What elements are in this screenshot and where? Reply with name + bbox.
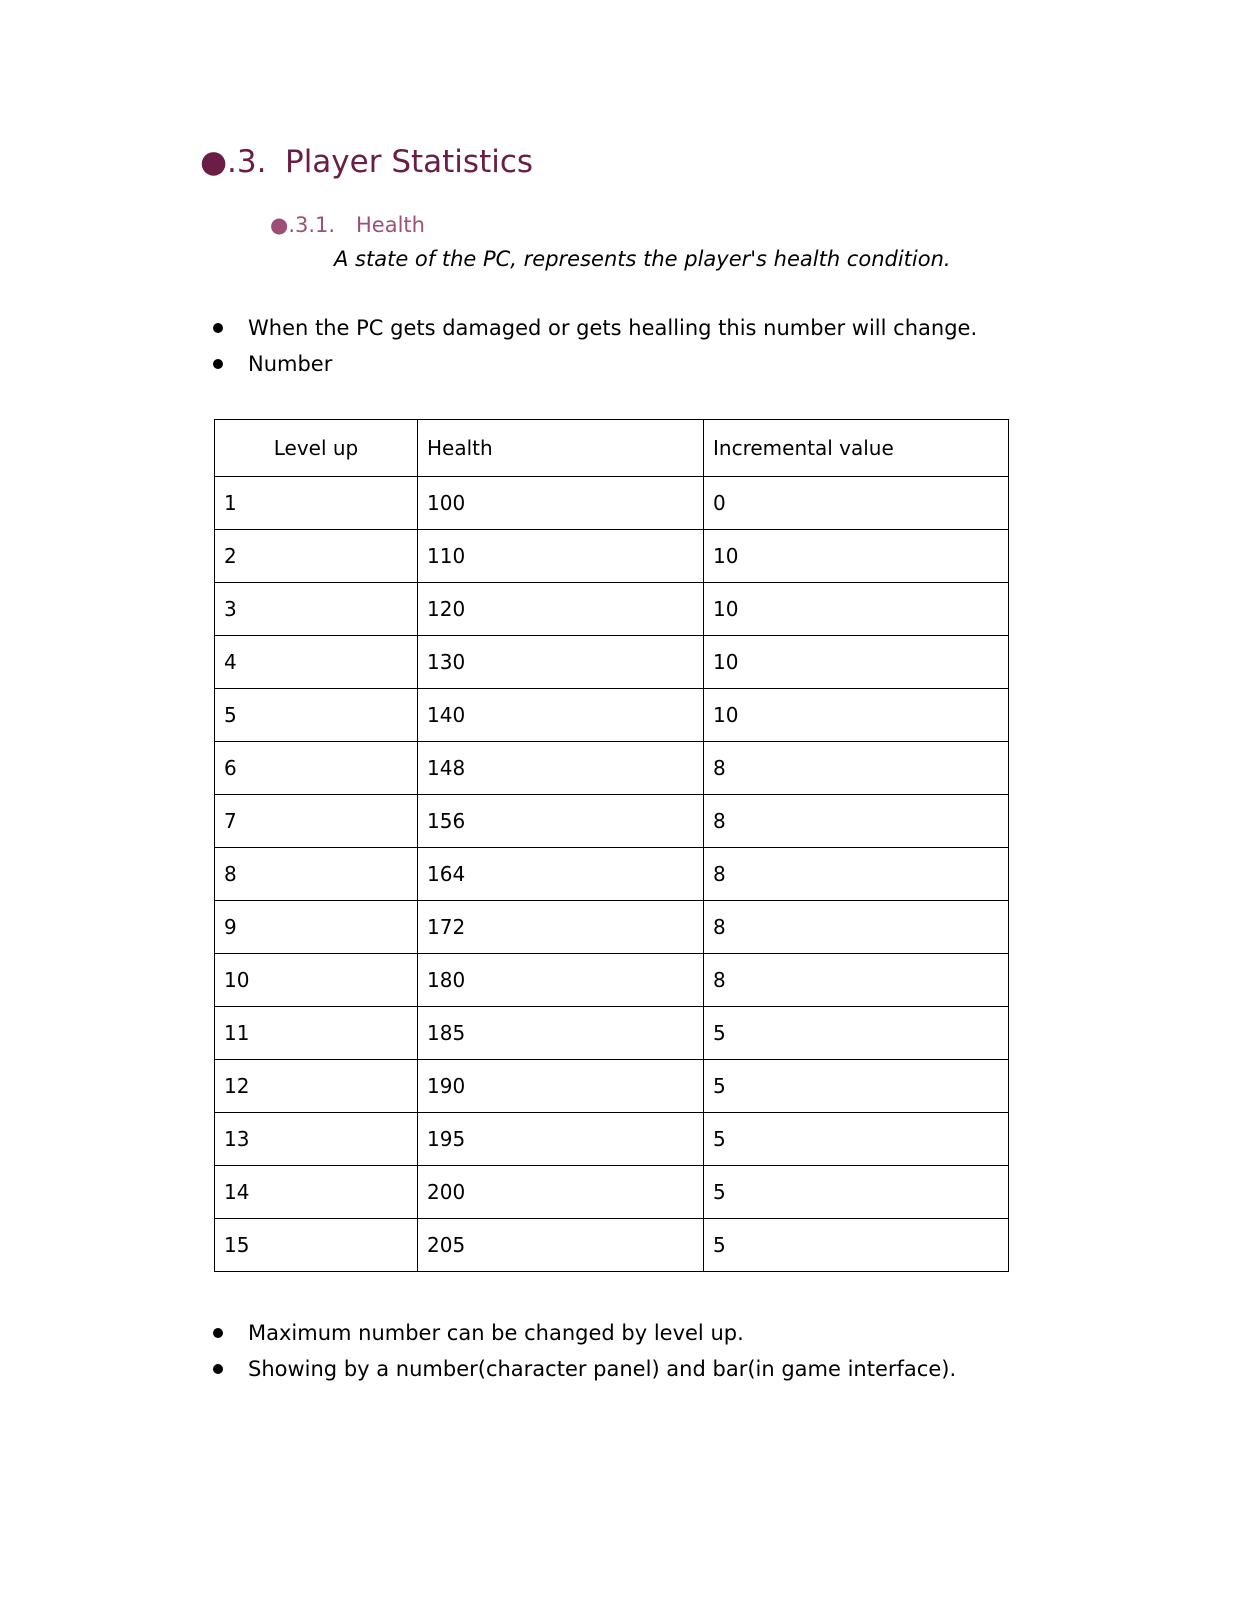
cell-level: 15 — [215, 1219, 418, 1272]
cell-health: 164 — [418, 848, 704, 901]
subsection-heading — [270, 213, 425, 237]
table-row — [215, 901, 1009, 954]
subsection-number: ●.3.1. — [270, 213, 336, 237]
table-row — [215, 530, 1009, 583]
cell-incremental: 5 — [704, 1166, 1009, 1219]
cell-health: 200 — [418, 1166, 704, 1219]
health-table — [214, 419, 1009, 1272]
table-row — [215, 1113, 1009, 1166]
table-header-row — [215, 420, 1009, 477]
cell-health: 172 — [418, 901, 704, 954]
cell-incremental: 8 — [704, 954, 1009, 1007]
table-row — [215, 477, 1009, 530]
table-row — [215, 583, 1009, 636]
subsection-title: Health — [356, 213, 425, 237]
header-health: Health — [418, 420, 704, 477]
cell-health: 100 — [418, 477, 704, 530]
cell-incremental: 8 — [704, 901, 1009, 954]
cell-level: 7 — [215, 795, 418, 848]
table-row — [215, 1007, 1009, 1060]
health-description: A state of the PC, represents the player's health condition. — [334, 247, 951, 271]
cell-level: 3 — [215, 583, 418, 636]
table-row — [215, 1219, 1009, 1272]
section-number: ●.3. — [200, 144, 267, 180]
table-row — [215, 636, 1009, 689]
table-row — [215, 795, 1009, 848]
cell-health: 110 — [418, 530, 704, 583]
cell-level: 2 — [215, 530, 418, 583]
cell-level: 9 — [215, 901, 418, 954]
cell-incremental: 5 — [704, 1007, 1009, 1060]
table-row — [215, 742, 1009, 795]
cell-level: 6 — [215, 742, 418, 795]
list-item-text: Showing by a number(character panel) and bar(in game interface). — [248, 1357, 957, 1381]
table-row — [215, 848, 1009, 901]
cell-health: 120 — [418, 583, 704, 636]
list-item — [210, 346, 977, 382]
table-row — [215, 954, 1009, 1007]
bullet-icon — [213, 1364, 223, 1374]
table-row — [215, 689, 1009, 742]
cell-health: 140 — [418, 689, 704, 742]
cell-incremental: 5 — [704, 1219, 1009, 1272]
cell-incremental: 8 — [704, 742, 1009, 795]
cell-incremental: 10 — [704, 689, 1009, 742]
cell-level: 14 — [215, 1166, 418, 1219]
cell-incremental: 5 — [704, 1060, 1009, 1113]
cell-health: 190 — [418, 1060, 704, 1113]
header-level-up: Level up — [215, 420, 418, 477]
cell-incremental: 10 — [704, 530, 1009, 583]
cell-health: 180 — [418, 954, 704, 1007]
table-body — [215, 477, 1009, 1272]
cell-level: 1 — [215, 477, 418, 530]
cell-level: 12 — [215, 1060, 418, 1113]
cell-level: 8 — [215, 848, 418, 901]
cell-health: 195 — [418, 1113, 704, 1166]
cell-health: 185 — [418, 1007, 704, 1060]
list-item-text: When the PC gets damaged or gets healling this number will change. — [248, 316, 978, 340]
list-item-text: Maximum number can be changed by level up. — [248, 1321, 744, 1345]
cell-level: 5 — [215, 689, 418, 742]
cell-health: 205 — [418, 1219, 704, 1272]
cell-incremental: 8 — [704, 795, 1009, 848]
cell-level: 11 — [215, 1007, 418, 1060]
cell-incremental: 0 — [704, 477, 1009, 530]
cell-level: 13 — [215, 1113, 418, 1166]
header-incremental-value: Incremental value — [704, 420, 1009, 477]
list-item — [210, 1351, 956, 1387]
cell-level: 4 — [215, 636, 418, 689]
list-item — [210, 310, 977, 346]
cell-incremental: 8 — [704, 848, 1009, 901]
cell-incremental: 10 — [704, 583, 1009, 636]
table-row — [215, 1166, 1009, 1219]
cell-level: 10 — [215, 954, 418, 1007]
top-bullet-list — [210, 310, 977, 382]
bullet-icon — [213, 359, 223, 369]
bottom-bullet-list — [210, 1315, 956, 1387]
cell-incremental: 5 — [704, 1113, 1009, 1166]
cell-health: 130 — [418, 636, 704, 689]
list-item — [210, 1315, 956, 1351]
table-row — [215, 1060, 1009, 1113]
cell-health: 148 — [418, 742, 704, 795]
cell-health: 156 — [418, 795, 704, 848]
bullet-icon — [213, 323, 223, 333]
list-item-text: Number — [248, 352, 333, 376]
cell-incremental: 10 — [704, 636, 1009, 689]
bullet-icon — [213, 1328, 223, 1338]
section-title: Player Statistics — [285, 144, 534, 180]
section-heading — [200, 144, 533, 180]
